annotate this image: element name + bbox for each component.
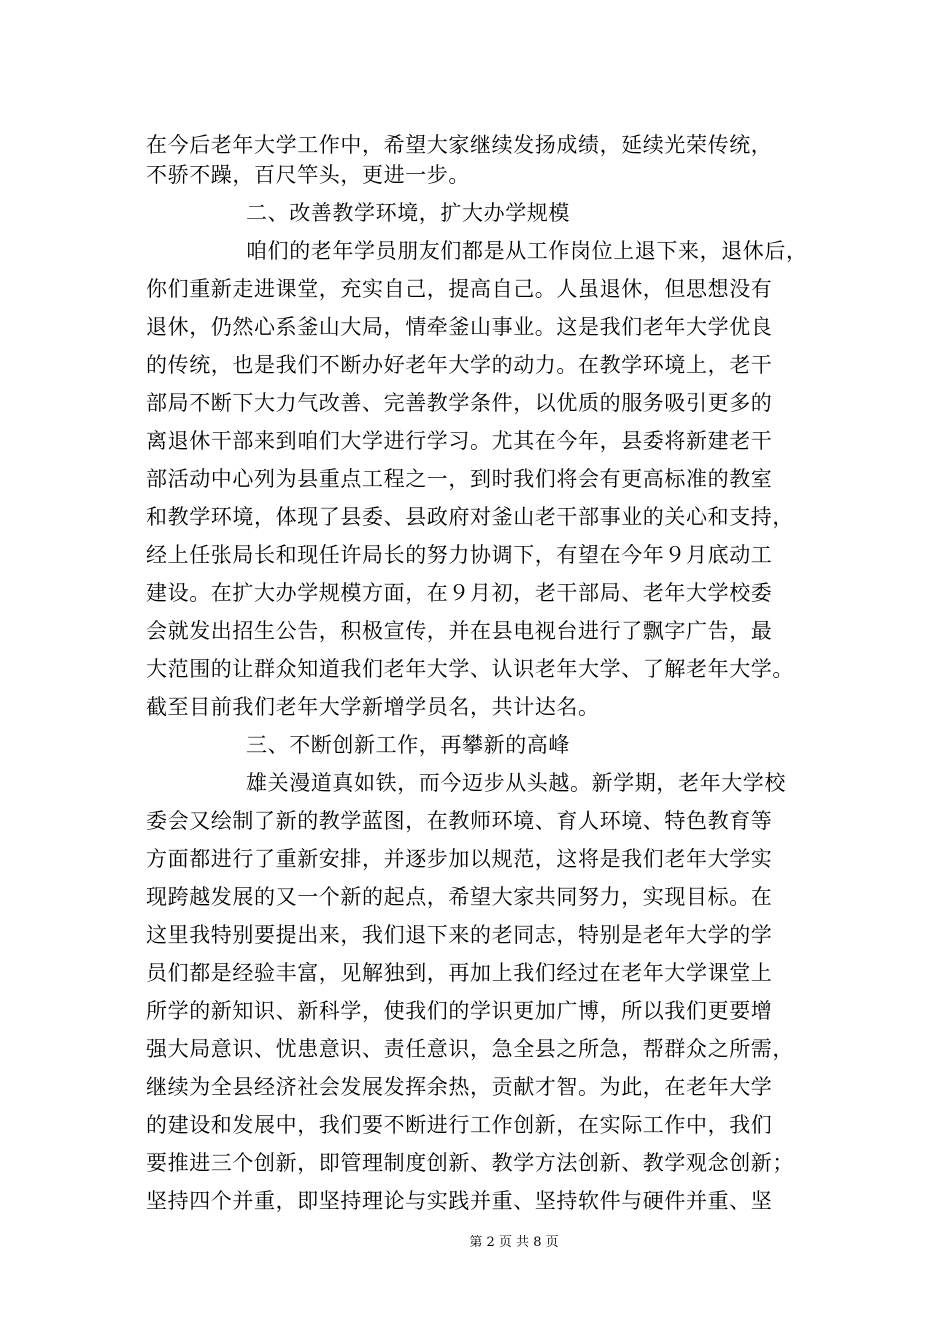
text-line: 二、改善教学环境，扩大办学规模 <box>246 201 570 225</box>
text-line: 委会又绘制了新的教学蓝图，在教师环境、育人环境、特色教育等 <box>146 809 773 833</box>
text-line: 离退休干部来到咱们大学进行学习。尤其在今年，县委将新建老干 <box>146 429 773 453</box>
text-line: 员们都是经验丰富，见解独到，再加上我们经过在老年大学课堂上 <box>146 961 773 985</box>
text-line: 建设。在扩大办学规模方面，在９月初，老干部局、老年大学校委 <box>146 581 773 605</box>
text-line: 咱们的老年学员朋友们都是从工作岗位上退下来，退休后， <box>246 239 808 263</box>
text-line: 坚持四个并重，即坚持理论与实践并重、坚持软件与硬件并重、坚 <box>146 1189 773 1213</box>
text-line: 这里我特别要提出来，我们退下来的老同志，特别是老年大学的学 <box>146 923 773 947</box>
text-line: 所学的新知识、新科学，使我们的学识更加广博，所以我们更要增 <box>146 999 773 1023</box>
text-line: 截至目前我们老年大学新增学员名，共计达名。 <box>146 695 600 719</box>
text-line: 会就发出招生公告，积极宣传，并在县电视台进行了飘字广告，最 <box>146 619 773 643</box>
text-line: 退休，仍然心系釜山大局，情牵釜山事业。这是我们老年大学优良 <box>146 315 773 339</box>
page-number-footer: 第 2 页 共 8 页 <box>469 1235 559 1250</box>
text-line: 强大局意识、忧患意识、责任意识，急全县之所急，帮群众之所需， <box>146 1037 794 1061</box>
text-line: 三、不断创新工作，再攀新的高峰 <box>246 733 570 757</box>
text-line: 的传统，也是我们不断办好老年大学的动力。在教学环境上，老干 <box>146 353 773 377</box>
text-line: 你们重新走进课堂，充实自己，提高自己。人虽退休，但思想没有 <box>146 277 773 301</box>
text-line: 部活动中心列为县重点工程之一，到时我们将会有更高标准的教室 <box>146 467 773 491</box>
text-line: 雄关漫道真如铁，而今迈步从头越。新学期，老年大学校 <box>246 771 786 795</box>
text-line: 大范围的让群众知道我们老年大学、认识老年大学、了解老年大学。 <box>146 657 794 681</box>
text-line: 不骄不躁，百尺竿头，更进一步。 <box>146 163 470 187</box>
text-line: 在今后老年大学工作中，希望大家继续发扬成绩，延续光荣传统， <box>146 133 773 157</box>
text-line: 和教学环境，体现了县委、县政府对釜山老干部事业的关心和支持， <box>146 505 794 529</box>
text-line: 要推进三个创新，即管理制度创新、教学方法创新、教学观念创新； <box>146 1151 794 1175</box>
text-line: 部局不断下大力气改善、完善教学条件，以优质的服务吸引更多的 <box>146 391 773 415</box>
text-line: 方面都进行了重新安排，并逐步加以规范，这将是我们老年大学实 <box>146 847 773 871</box>
text-line: 经上任张局长和现任许局长的努力协调下，有望在今年９月底动工 <box>146 543 773 567</box>
text-line: 的建设和发展中，我们要不断进行工作创新，在实际工作中，我们 <box>146 1113 773 1137</box>
text-line: 继续为全县经济社会发展发挥余热，贡献才智。为此，在老年大学 <box>146 1075 773 1099</box>
text-line: 现跨越发展的又一个新的起点，希望大家共同努力，实现目标。在 <box>146 885 773 909</box>
